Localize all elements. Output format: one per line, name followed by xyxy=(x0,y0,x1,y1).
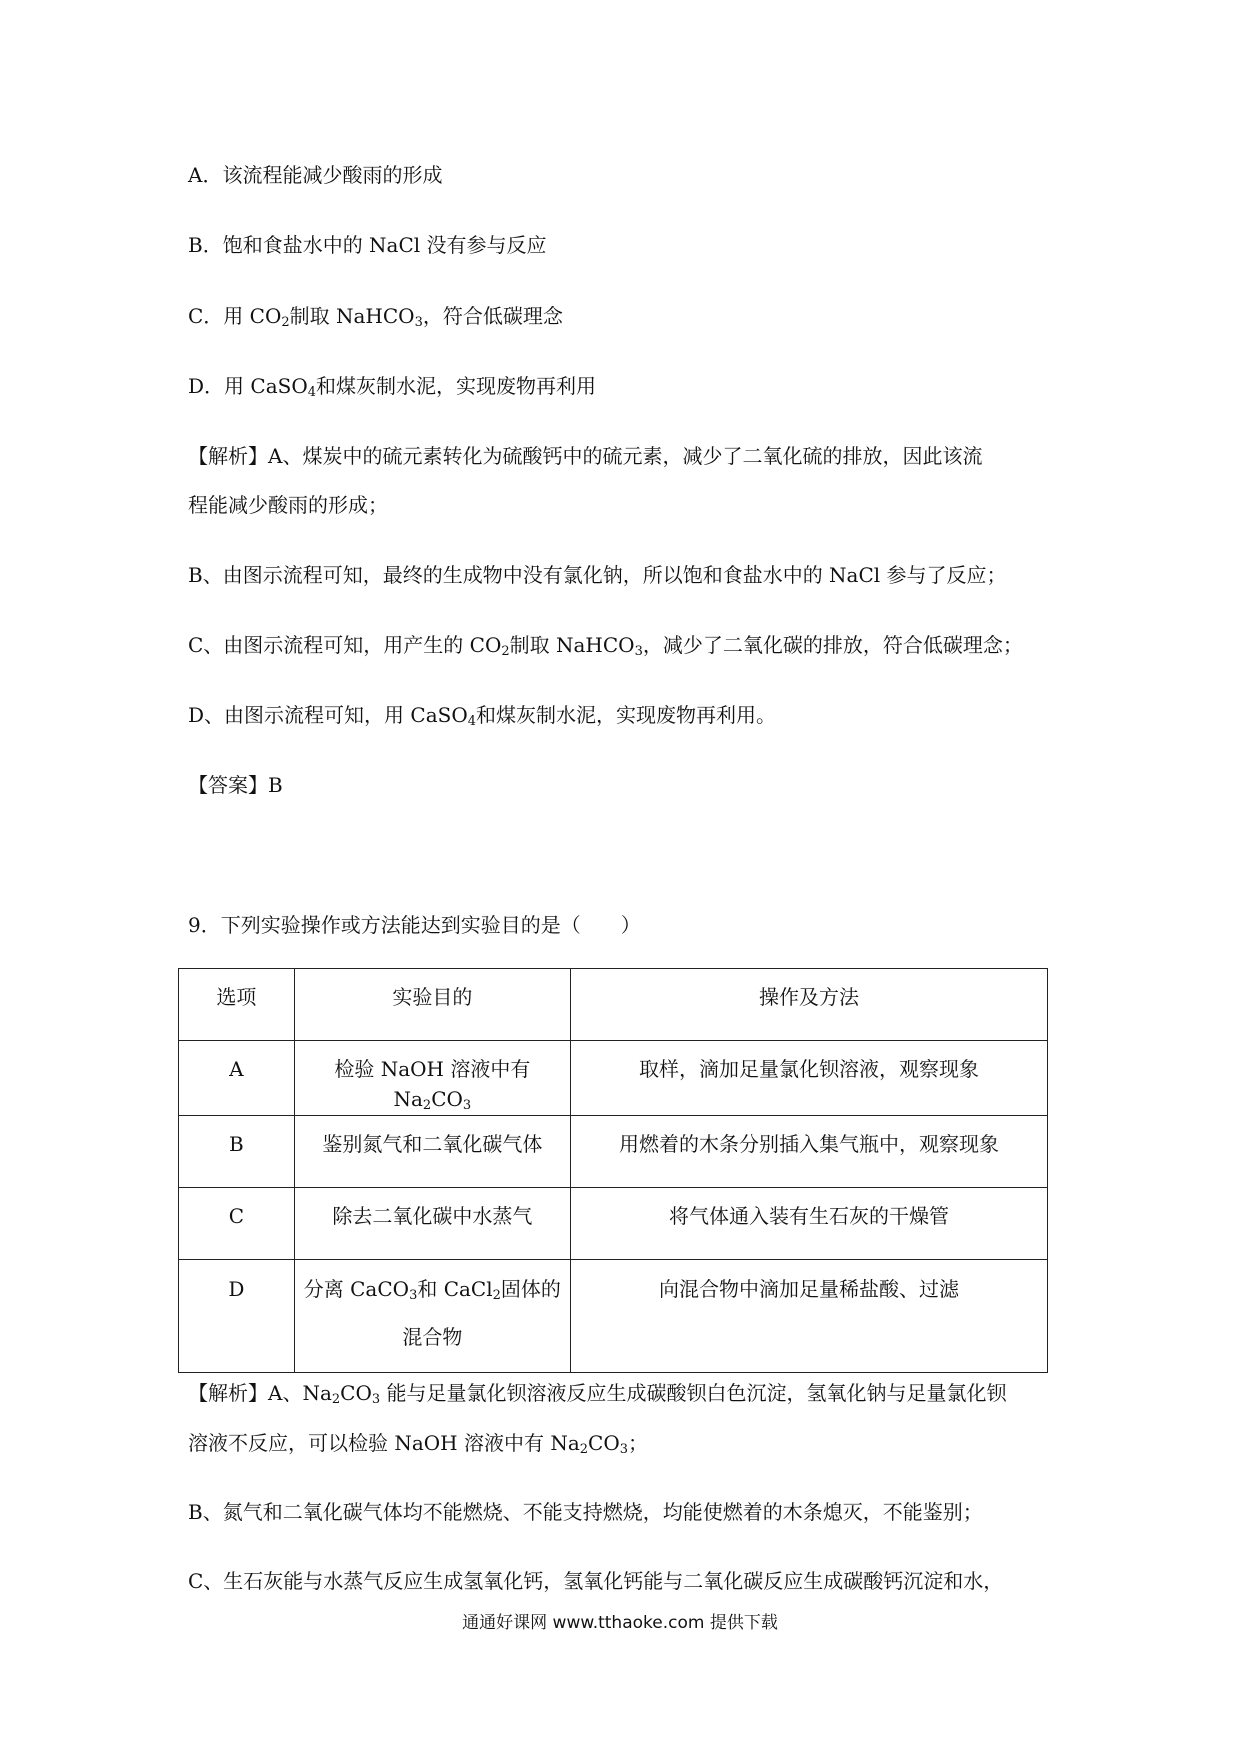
q9-table xyxy=(178,968,1048,1373)
table-row xyxy=(179,1260,1048,1373)
page-footer: 通通好课网 www.tthaoke.com 提供下载 xyxy=(462,1613,778,1633)
header-option: 选项 xyxy=(179,969,295,1041)
q8-option-a: A．该流程能减少酸雨的形成 xyxy=(188,163,443,187)
q8-option-d: D．用 CaSO$_4$和煤灰制水泥，实现废物再利用 xyxy=(188,374,596,400)
q9-analysis-b: B、氮气和二氧化碳气体均不能燃烧、不能支持燃烧，均能使燃着的木条熄灭，不能鉴别； xyxy=(188,1500,983,1524)
header-goal: 实验目的 xyxy=(294,969,570,1041)
table-header-row xyxy=(179,969,1048,1041)
row-goal: 除去二氧化碳中水蒸气 xyxy=(294,1188,570,1260)
row-method: 将气体通入装有生石灰的干燥管 xyxy=(570,1188,1047,1260)
q8-analysis-a-line2: 程能减少酸雨的形成； xyxy=(188,493,388,517)
table-row xyxy=(179,1116,1048,1188)
row-goal: 检验 NaOH 溶液中有 $Na_2CO_3$ xyxy=(294,1041,570,1116)
table-row xyxy=(179,1188,1048,1260)
row-goal: 鉴别氮气和二氧化碳气体 xyxy=(294,1116,570,1188)
q8-analysis-a-line1: 【解析】A、煤炭中的硫元素转化为硫酸钙中的硫元素，减少了二氧化硫的排放，因此该流 xyxy=(188,444,983,468)
row-method: 用燃着的木条分别插入集气瓶中，观察现象 xyxy=(570,1116,1047,1188)
q8-answer: 【答案】B xyxy=(188,773,283,797)
row-method: 向混合物中滴加足量稀盐酸、过滤 xyxy=(570,1260,1047,1373)
row-goal: 分离 CaCO$_3$和 CaCl$_2$固体的 混合物 xyxy=(294,1260,570,1373)
q8-analysis-b: B、由图示流程可知，最终的生成物中没有氯化钠，所以饱和食盐水中的 NaCl 参与了反应； xyxy=(188,563,1007,587)
q9-analysis-a-line2: 溶液不反应，可以检验 NaOH 溶液中有 $Na_2CO_3$； xyxy=(188,1431,649,1457)
q8-option-c: C．用 $CO_2$制取 NaHCO$_3$，符合低碳理念 xyxy=(188,304,563,330)
q8-analysis-c: C、由图示流程可知，用产生的 $CO_2$制取 NaHCO$_3$，减少了二氧化碳的排放，符合低碳理念； xyxy=(188,633,1023,659)
q9-analysis-c: C、生石灰能与水蒸气反应生成氢氧化钙，氢氧化钙能与二氧化碳反应生成碳酸钙沉淀和水， xyxy=(188,1569,1004,1593)
row-method: 取样，滴加足量氯化钡溶液，观察现象 xyxy=(570,1041,1047,1116)
q9-stem: 9．下列实验操作或方法能达到实验目的是（ ） xyxy=(188,913,641,937)
header-method: 操作及方法 xyxy=(570,969,1047,1041)
row-option: A xyxy=(179,1041,295,1116)
row-option: C xyxy=(179,1188,295,1260)
row-option: B xyxy=(179,1116,295,1188)
q8-option-b: B．饱和食盐水中的 NaCl 没有参与反应 xyxy=(188,233,547,257)
q8-analysis-d: D、由图示流程可知，用 CaSO$_4$和煤灰制水泥，实现废物再利用。 xyxy=(188,703,776,729)
table-row xyxy=(179,1041,1048,1116)
row-option: D xyxy=(179,1260,295,1373)
q9-analysis-a-line1: 【解析】A、$Na_2CO_3$ 能与足量氯化钡溶液反应生成碳酸钡白色沉淀，氢氧化钠与足量氯化钡 xyxy=(188,1381,1007,1407)
